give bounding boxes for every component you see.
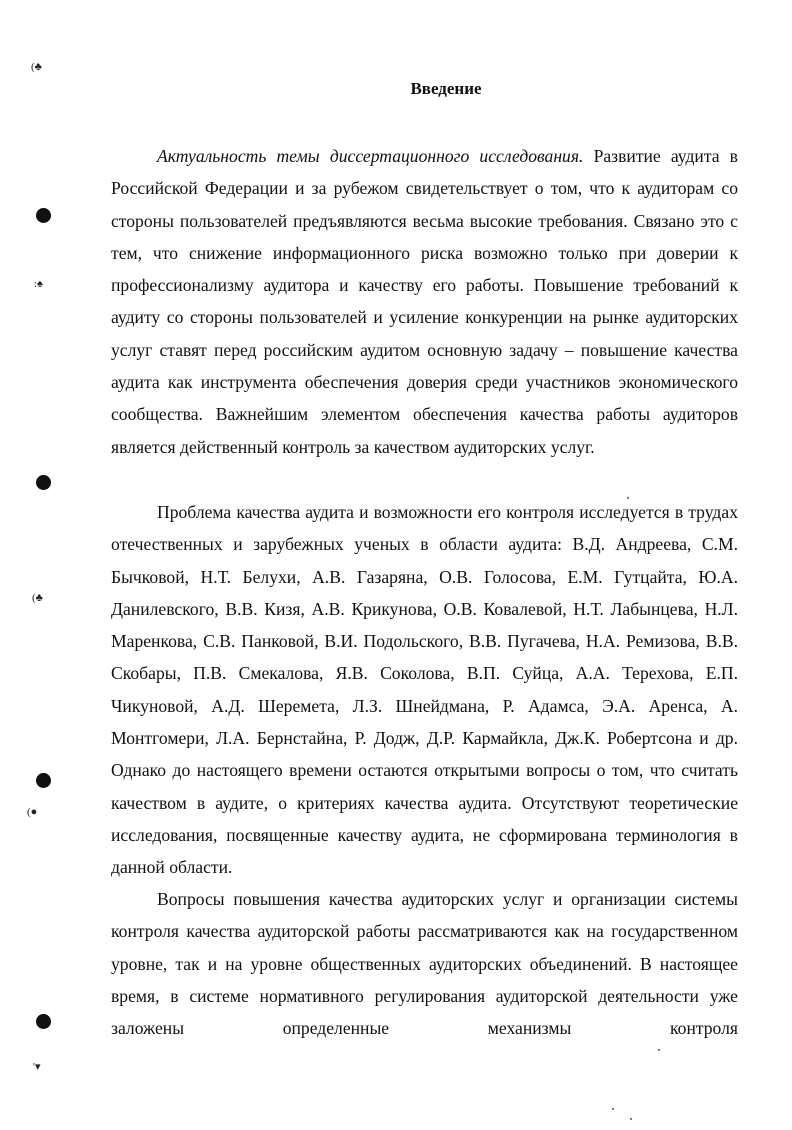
paragraph-regulation (111, 883, 738, 1044)
scan-mark: (♣ (32, 592, 43, 604)
section-heading: Введение (410, 79, 482, 98)
scan-mark: (♣ (31, 61, 42, 73)
paragraph-body: Развитие аудита в Российской Федерации и за рубежом свидетельствует о том, что к аудиторам со стороны пользователей предъявляются весьма высокие требования. Связано это с тем, что снижение информационного риска возможно только при доверии к профессионализму аудитора и качеству его работы. Повышение требований к аудиту со стороны пользователей и усиление конкуренции на рынке аудиторских услуг ставят перед российским аудитом основную задачу – повышение качества аудита как инструмента обеспечения доверия среди участников экономического сообщества. Важнейшим элементом обеспечения качества работы аудиторов является действенный контроль за качеством аудиторских услуг. (111, 146, 738, 457)
binder-hole (36, 475, 51, 490)
scan-speck (630, 1118, 632, 1120)
paragraph-relevance (111, 140, 738, 463)
paragraph-text: Проблема качества аудита и возможности его контроля исследуется в трудах отечественных и зарубежных ученых в области аудита: В.Д. Андреева, С.М. Бычковой, Н.Т. Белухи, А.В. Газаряна, О.В. Голосова, Е.М. Гутцайта, Ю.А. Данилевского, В.В. Кизя, А.В. Крикунова, О.В. Ковалевой, Н.Т. Лабынцева, Н.Л. Маренкова, С.В. Панковой, В.И. Подольского, В.В. Пугачева, Н.А. Ремизова, В.В. Скобары, П.В. Смекалова, Я.В. Соколова, В.П. Суйца, А.А. Терехова, Е.П. Чикуновой, А.Д. Шеремета, Л.З. Шнейдмана, Р. Адамса, Э.А. Аренса, А. Монтгомери, Л.А. Бернстайна, Р. Додж, Д.Р. Кармайкла, Дж.К. Робертсона и др. Однако до настоящего времени остаются открытыми вопросы о том, что считать качеством в аудите, о критериях качества аудита. Отсутствуют теоретические исследования, посвященные качеству аудита, не сформирована терминология в данной области. (111, 502, 738, 878)
scan-mark: '▾ (33, 1061, 41, 1073)
paragraph-text: Вопросы повышения качества аудиторских услуг и организации системы контроля качества аудиторской работы рассматриваются как на государственном уровне, так и на уровне общественных аудиторских объединений. В настоящее время, в системе нормативного регулирования аудиторской деятельности уже заложены определенные механизмы контроля (111, 889, 738, 1039)
binder-hole (36, 208, 51, 223)
scan-mark: :♠ (34, 278, 43, 290)
paragraph-researchers (111, 496, 738, 884)
paragraph-lead: Актуальность темы диссертационного исследования. (157, 146, 584, 166)
binder-hole (36, 773, 51, 788)
scan-mark: (● (27, 806, 38, 818)
scan-speck (612, 1108, 614, 1110)
binder-hole (36, 1014, 51, 1029)
scan-speck (658, 1049, 660, 1051)
